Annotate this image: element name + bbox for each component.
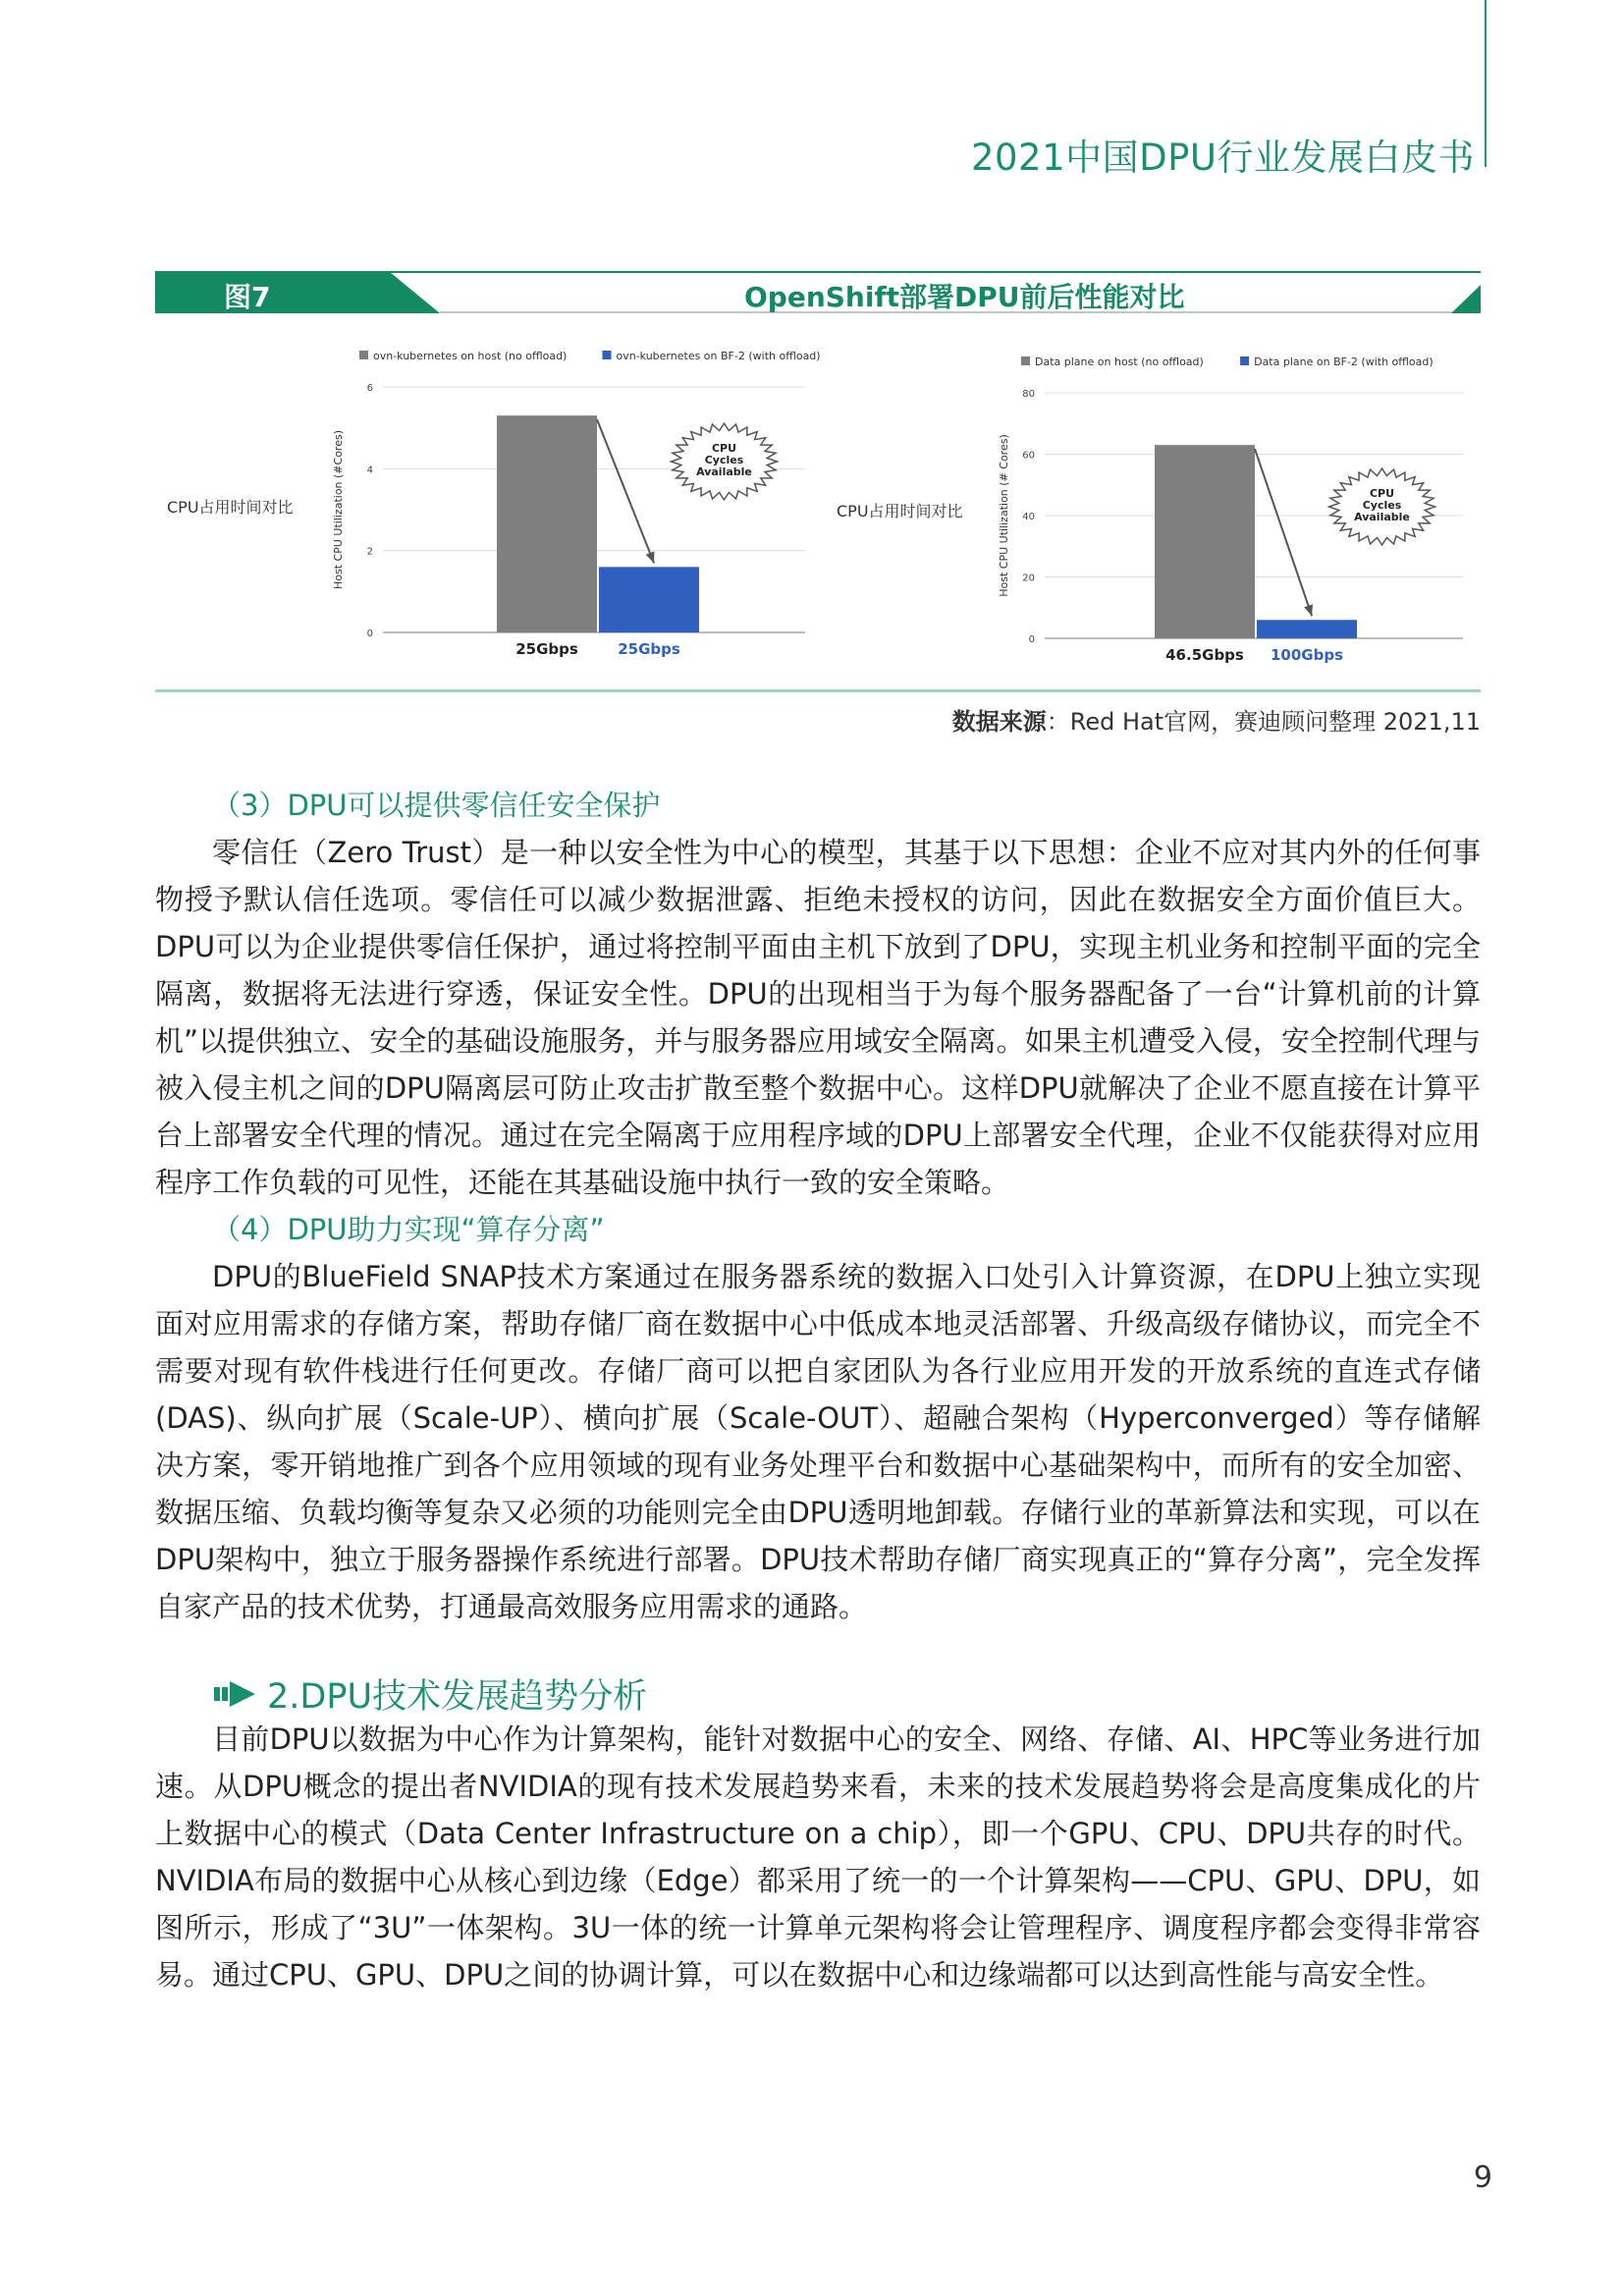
figure-header [155,271,1481,313]
figure-charts [155,324,1481,687]
chart-0-annotation-text: Cycles [704,454,744,466]
page-number: 9 [1473,2160,1492,2195]
chart-1-legend-label: Data plane on BF-2 (with offload) [1254,355,1434,368]
chart-1-arrow-line [1255,449,1312,616]
chart-0-ytick-label: 2 [366,546,373,558]
section-trend-heading: 2.DPU技术发展趋势分析 [267,1677,648,1717]
figure-corner-triangle [1451,285,1481,313]
chart-1-annotation-text: CPU [1369,487,1395,500]
chart-0-bar [599,567,699,632]
chart-1-bar [1257,620,1357,638]
chart-1-ytick-label: 80 [1022,389,1035,400]
chart-1-arrow-head [1304,604,1313,616]
chart-1-side-label: CPU占用时间对比 [837,502,963,520]
chart-0-arrow-line [597,419,654,563]
figure-title: OpenShift部署DPU前后性能对比 [744,281,1185,313]
section-trend-paragraph: 目前DPU以数据为中心作为计算架构，能针对数据中心的安全、网络、存储、AI、HPC等业务进行加速。从DPU概念的提出者NVIDIA的现有技术发展趋势来看，未来的技术发展趋势将会是高度集成化的片上数据中心的模式（Data Center Infrastructure on a chip），即一个GPU、CPU、DPU共存的时代。NVIDIA布局的数据中心从核心到边缘（Edge）都采用了统一的一个计算架构——CPU、GPU、DPU，如图所示，形成了“3U”一体架构。3U一体的统一计算单元架构将会让管理程序、调度程序都会变得非常容易。通过CPU、GPU、DPU之间的协调计算，可以在数据中心和边缘端都可以达到高性能与高安全性。 [155,1722,1481,1992]
chart-1-x-label: 46.5Gbps [1165,646,1244,664]
chart-1-legend-swatch [1021,356,1030,365]
section-trend-body [155,1716,1481,1998]
chart-1-legend-label: Data plane on host (no offload) [1035,355,1204,368]
chart-0-legend-label: ovn-kubernetes on BF-2 (with offload) [616,350,821,362]
figure-label-background [155,271,440,313]
chart-1-bar [1155,445,1255,638]
chart-1-ytick-label: 0 [1028,634,1035,645]
figure-bottom-rule [155,689,1481,692]
header-vertical-rule [1485,0,1487,167]
section-3-paragraph: 零信任（Zero Trust）是一种以安全性为中心的模型，其基于以下思想：企业不应对其内外的任何事物授予默认信任选项。零信任可以减少数据泄露、拒绝未授权的访问，因此在数据安全方面价值巨大。DPU可以为企业提供零信任保护，通过将控制平面由主机下放到了DPU，实现主机业务和控制平面的完全隔离，数据将无法进行穿透，保证安全性。DPU的出现相当于为每个服务器配备了一台“计算机前的计算机”以提供独立、安全的基础设施服务，并与服务器应用域安全隔离。如果主机遭受入侵，安全控制代理与被入侵主机之间的DPU隔离层可防止攻击扩散至整个数据中心。这样DPU就解决了企业不愿直接在计算平台上部署安全代理的情况。通过在完全隔离于应用程序域的DPU上部署安全代理，企业不仅能获得对应用程序工作负载的可见性，还能在其基础设施中执行一致的安全策略。 [155,836,1481,1199]
chart-1-annotation-text: Cycles [1362,499,1402,512]
chart-0-x-label: 25Gbps [515,640,578,658]
chart-1-ylabel: Host CPU Utilization (# Cores) [998,434,1010,597]
chart-0-annotation-text: CPU [711,442,737,455]
body-sections [155,782,1481,1630]
section-4-paragraph: DPU的BlueField SNAP技术方案通过在服务器系统的数据入口处引入计算资源，在DPU上独立实现面对应用需求的存储方案，帮助存储厂商在数据中心中低成本地灵活部署、升级高级存储协议，而完全不需要对现有软件栈进行任何更改。存储厂商可以把自家团队为各行业应用开发的开放系统的直连式存储(DAS)、纵向扩展（Scale-UP）、横向扩展（Scale-OUT）、超融合架构（Hyperconverged）等存储解决方案，零开销地推广到各个应用领域的现有业务处理平台和数据中心基础架构中，而所有的安全加密、数据压缩、负载均衡等复杂又必须的功能则完全由DPU透明地卸载。存储行业的革新算法和实现，可以在DPU架构中，独立于服务器操作系统进行部署。DPU技术帮助存储厂商实现真正的“算存分离”，完全发挥自家产品的技术优势，打通最高效服务应用需求的通路。 [155,1260,1481,1623]
section-4-heading: （4）DPU助力实现“算存分离” [212,1213,605,1246]
chart-1-ytick-label: 20 [1022,573,1035,584]
figure-label: 图7 [224,281,271,313]
chart-1-ytick-label: 40 [1022,512,1035,522]
chart-1-x-label: 100Gbps [1270,646,1344,664]
source-label: 数据来源 [951,708,1047,736]
chart-0-legend-swatch [359,351,368,359]
chart-0-side-label: CPU占用时间对比 [167,498,294,517]
chart-0-arrow-head [646,551,655,563]
chart-0-ylabel: Host CPU Utilization (#Cores) [332,429,345,590]
chart-0-annotation-text: Available [696,465,752,478]
document-title: 2021中国DPU行业发展白皮书 [970,137,1475,179]
chart-1-legend-swatch [1240,356,1249,365]
chart-0-ytick-label: 6 [366,383,373,394]
chart-0-legend-swatch [603,351,612,359]
chart-0-ytick-label: 0 [366,629,373,639]
figure-source [0,702,1481,737]
chart-0-legend-label: ovn-kubernetes on host (no offload) [373,350,568,362]
chart-0-ytick-label: 4 [366,465,373,476]
section-3-heading: （3）DPU可以提供零信任安全保护 [212,789,661,822]
chart-1-annotation-text: Available [1354,511,1410,523]
chart-1-ytick-label: 60 [1022,450,1035,462]
chart-0-x-label: 25Gbps [618,640,680,658]
chart-0-bar [497,415,597,632]
section-arrow-icon [214,1681,259,1707]
source-text: ：Red Hat官网，赛迪顾问整理 2021,11 [1046,708,1481,736]
